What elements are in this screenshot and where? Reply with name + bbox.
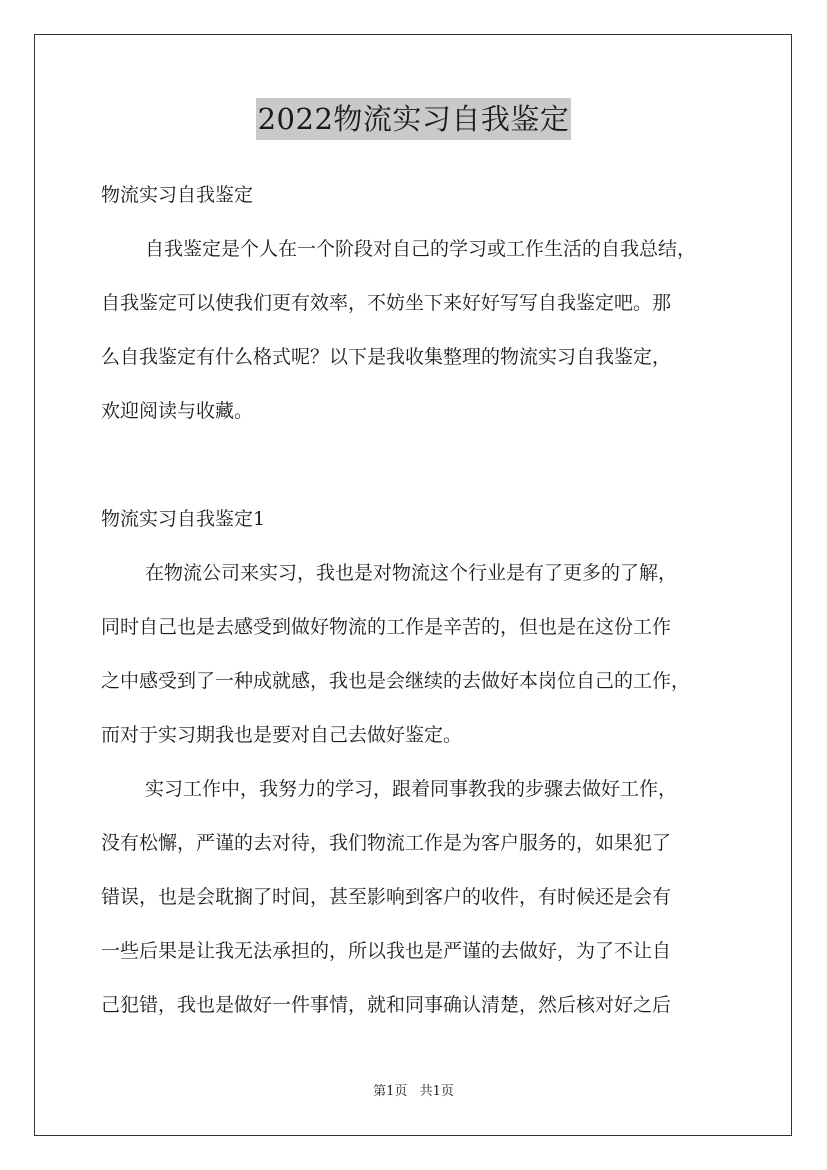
page-number-total: 共1页 <box>419 1084 454 1099</box>
paragraph-line: 己犯错，我也是做好一件事情，就和同事确认清楚，然后核对好之后 <box>101 994 672 1016</box>
intro-line: 欢迎阅读与收藏。 <box>101 400 254 422</box>
page-footer <box>0 1083 827 1101</box>
paragraph-line: 实习工作中，我努力的学习，跟着同事教我的步骤去做好工作， <box>145 778 678 800</box>
paragraph-gap <box>101 438 731 492</box>
paragraph-line: 一些后果是让我无法承担的，所以我也是严谨的去做好，为了不让自 <box>101 940 672 962</box>
intro-line: 自我鉴定是个人在一个阶段对自己的学习或工作生活的自我总结， <box>145 238 697 260</box>
paragraph-line: 在物流公司来实习，我也是对物流这个行业是有了更多的了解， <box>145 562 678 584</box>
document-heading: 物流实习自我鉴定 <box>101 184 254 206</box>
section-heading: 物流实习自我鉴定1 <box>101 508 266 530</box>
intro-line: 么自我鉴定有什么格式呢？以下是我收集整理的物流实习自我鉴定， <box>101 346 672 368</box>
page-number-current: 第1页 <box>373 1084 408 1099</box>
document-title: 2022物流实习自我鉴定 <box>256 98 572 140</box>
title-container <box>0 98 827 140</box>
paragraph-line: 而对于实习期我也是要对自己去做好鉴定。 <box>101 724 463 746</box>
paragraph-line: 没有松懈，严谨的去对待，我们物流工作是为客户服务的，如果犯了 <box>101 832 672 854</box>
intro-line: 自我鉴定可以使我们更有效率，不妨坐下来好好写写自我鉴定吧。那 <box>101 292 672 314</box>
paragraph-line: 之中感受到了一种成就感，我也是会继续的去做好本岗位自己的工作， <box>101 670 691 692</box>
paragraph-line: 错误，也是会耽搁了时间，甚至影响到客户的收件，有时候还是会有 <box>101 886 672 908</box>
paragraph-line: 同时自己也是去感受到做好物流的工作是辛苦的，但也是在这份工作 <box>101 616 672 638</box>
document-body <box>101 168 731 1032</box>
